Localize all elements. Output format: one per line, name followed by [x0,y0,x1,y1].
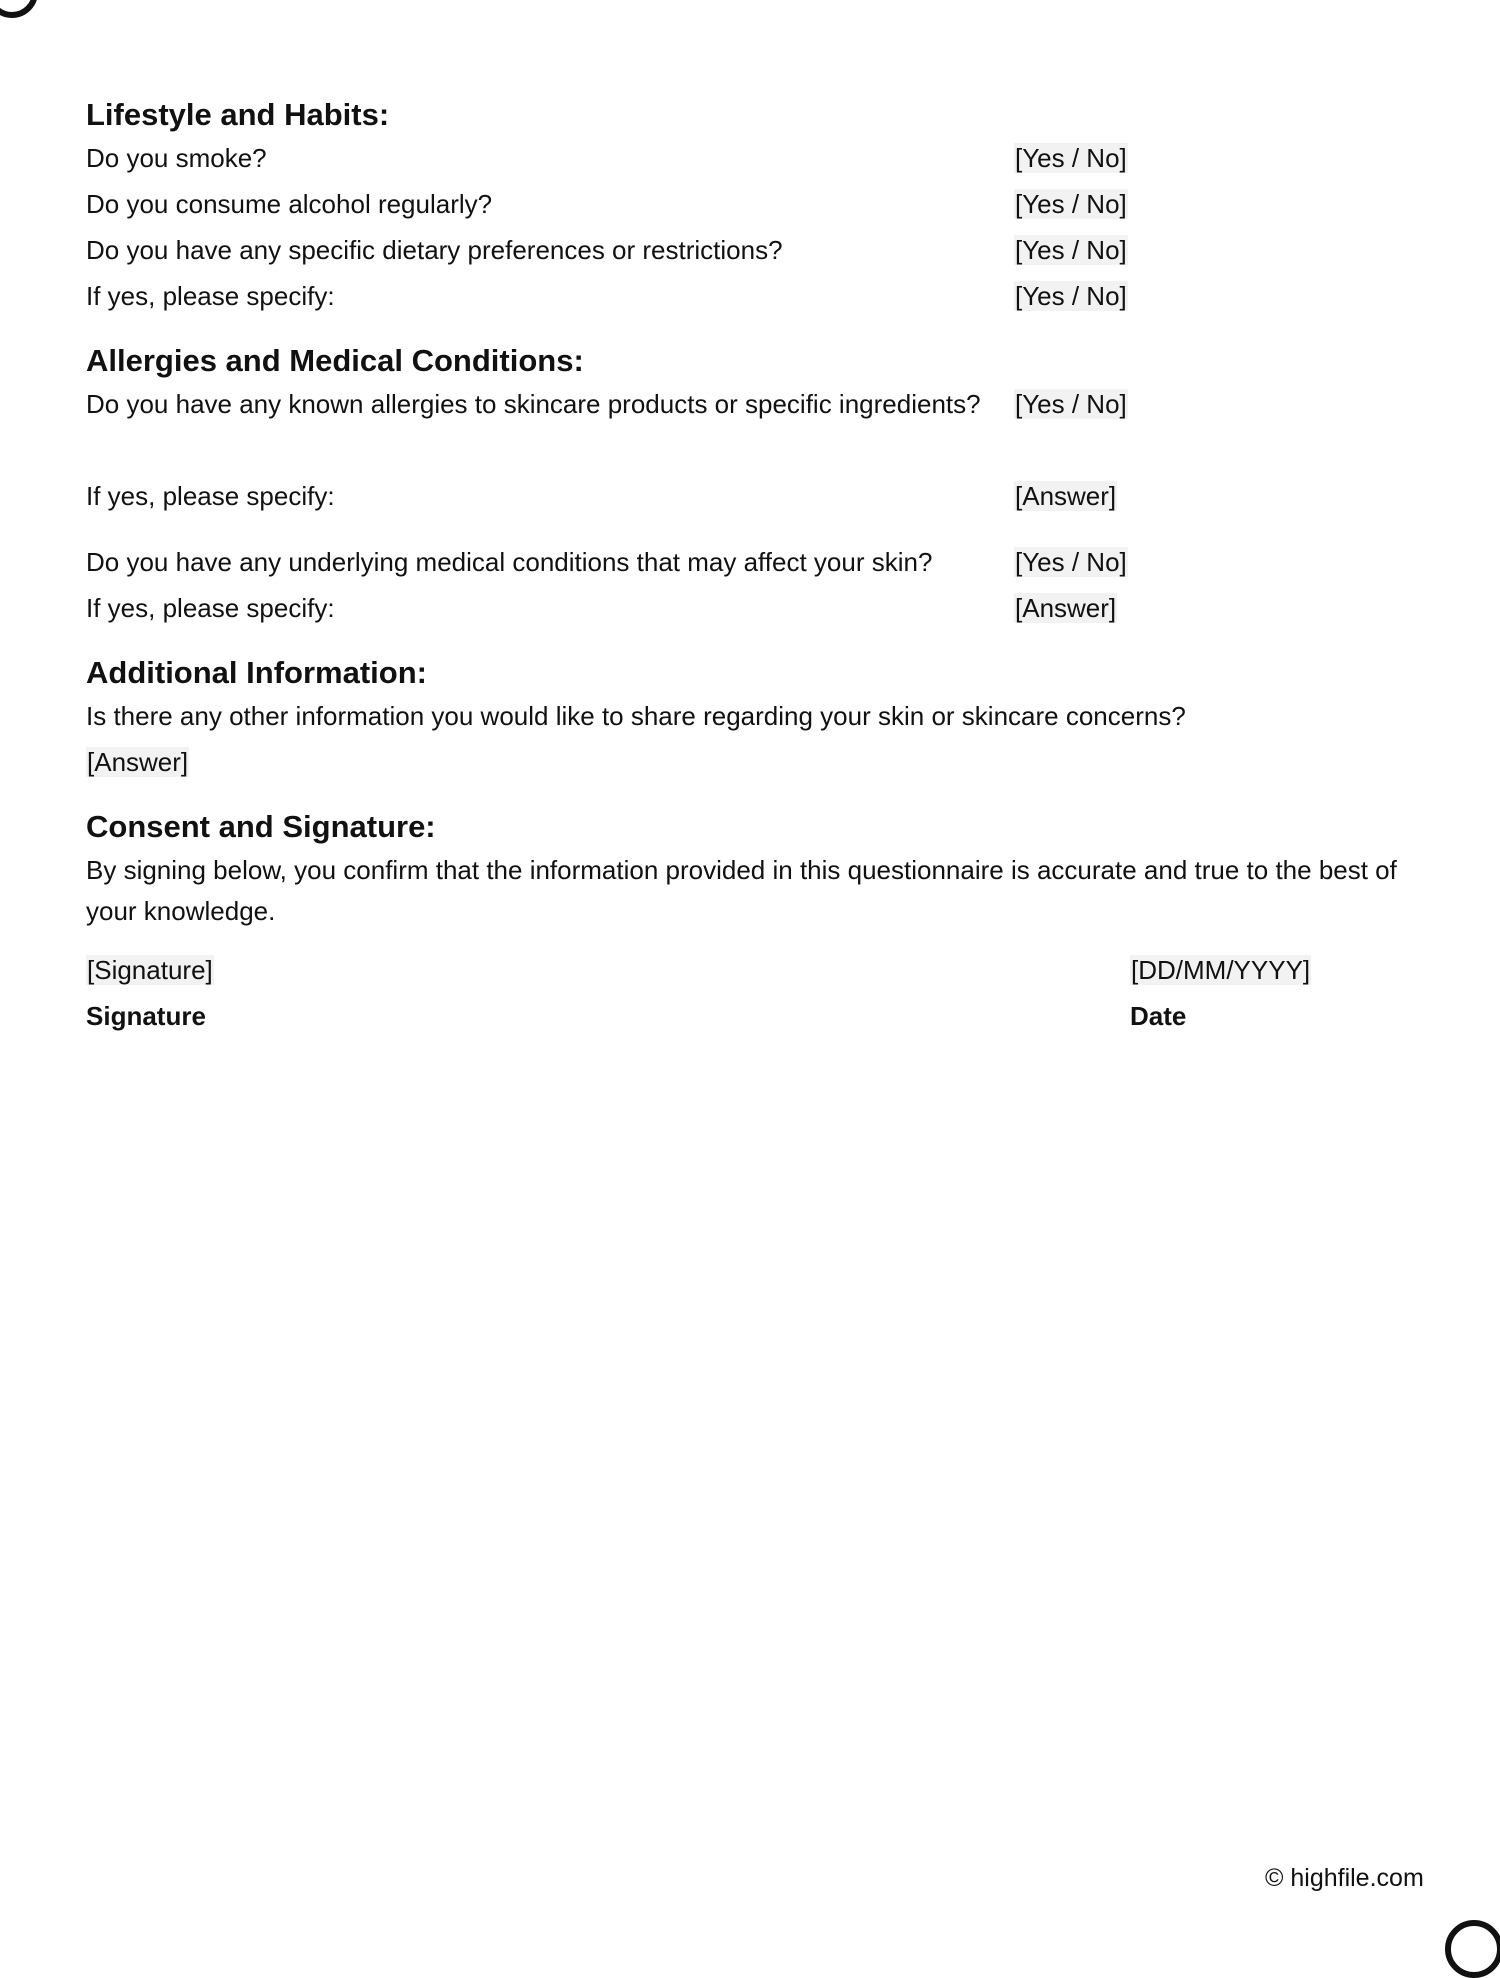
question-row [86,384,1416,476]
section-heading-lifestyle: Lifestyle and Habits: [86,97,390,132]
question-text: If yes, please specify: [86,281,335,311]
question-row [86,276,1416,322]
answer-field[interactable]: [Answer] [1015,481,1117,511]
answer-field[interactable]: [Answer] [1015,593,1117,623]
question-text: Do you have any known allergies to skincare products or specific ingredients? [86,389,981,419]
question-text: Do you have any specific dietary preferences or restrictions? [86,235,783,265]
question-text: Do you consume alcohol regularly? [86,189,493,219]
question-row [86,476,1416,542]
question-row [86,184,1416,230]
question-text: If yes, please specify: [86,593,335,623]
additional-question: Is there any other information you would like to share regarding your skin or skincare concerns? [86,701,1186,731]
decorative-ring-icon [1445,1920,1500,1978]
date-label: Date [1130,1001,1187,1031]
section-heading-allergies: Allergies and Medical Conditions: [86,343,584,378]
consent-statement: By signing below, you confirm that the information provided in this questionnaire is accurate and true to the best of your knowledge. [86,855,1397,926]
answer-field[interactable]: [Yes / No] [1015,235,1127,265]
question-text: Do you have any underlying medical conditions that may affect your skin? [86,547,933,577]
question-row [86,230,1416,276]
copyright-footer: © highfile.com [1265,1864,1424,1892]
signature-field[interactable]: [Signature] [87,955,213,985]
question-row [86,588,1416,634]
question-text: If yes, please specify: [86,481,335,511]
form-content [86,96,1416,1040]
answer-field[interactable]: [Yes / No] [1015,389,1127,419]
section-heading-additional: Additional Information: [86,655,427,690]
answer-field[interactable]: [Yes / No] [1015,143,1127,173]
date-field[interactable]: [DD/MM/YYYY] [1131,955,1311,985]
signature-block [86,950,1416,1040]
date-column [1130,950,1311,1037]
answer-field[interactable]: [Yes / No] [1015,547,1127,577]
question-row [86,542,1416,588]
answer-field[interactable]: [Yes / No] [1015,189,1127,219]
signature-column [86,950,214,1037]
section-heading-consent: Consent and Signature: [86,809,436,844]
additional-answer-field[interactable]: [Answer] [87,747,189,777]
answer-field[interactable]: [Yes / No] [1015,281,1127,311]
question-row [86,138,1416,184]
decorative-ring-icon [0,0,38,18]
signature-label: Signature [86,1001,206,1031]
question-text: Do you smoke? [86,143,267,173]
